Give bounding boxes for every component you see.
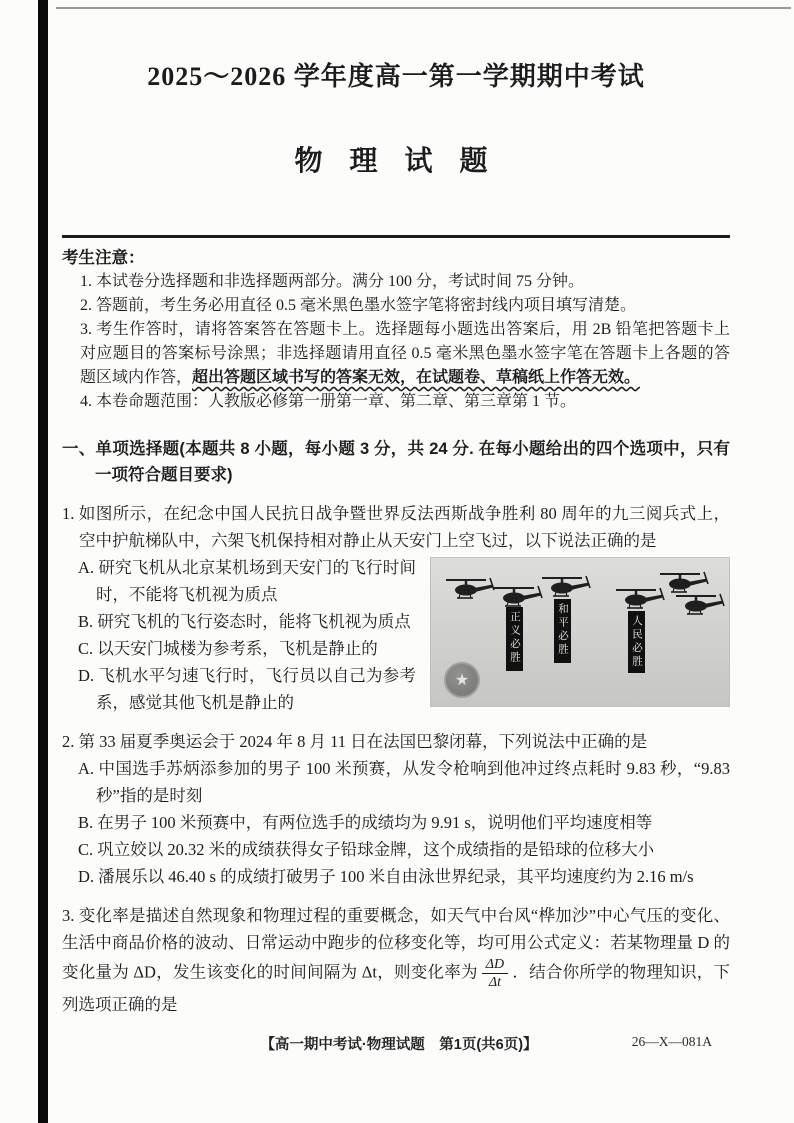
footer-page-label: 【高一期中考试·物理试题 第1页(共6页)】 — [260, 1037, 538, 1053]
photo-watermark-emblem: ★ — [444, 662, 480, 698]
question-1-photo — [430, 557, 730, 707]
question-2-option-a: A. 中国选手苏炳添参加的男子 100 米预赛，从发令枪响到他冲过终点耗时 9.83 秒，“9.83 秒”指的是时刻 — [78, 759, 730, 805]
question-3-stem — [62, 902, 730, 1018]
fraction-numerator: ΔD — [482, 956, 508, 974]
question-1-option-b: B. 研究飞机的飞行姿态时，能将飞机视为质点 — [78, 612, 411, 631]
notice-item-2: 2. 答题前，考生务必用直径 0.5 毫米黑色墨水签字笔将密封线内项目填写清楚。 — [80, 297, 637, 314]
question-2-option-d: D. 潘展乐以 46.40 s 的成绩打破男子 100 米自由泳世界纪录，其平均速度约为 2.16 m/s — [78, 867, 694, 886]
question-2-stem: 2. 第 33 届夏季奥运会于 2024 年 8 月 11 日在法国巴黎闭幕，下列说法中正确的是 — [62, 732, 648, 751]
page-footer — [62, 1033, 736, 1055]
question-1-option-d: D. 飞机水平匀速飞行时，飞行员以自己为参考系，感觉其他飞机是静止的 — [78, 666, 416, 712]
scan-edge-artifact — [38, 0, 48, 1123]
notice-section — [62, 246, 730, 414]
banner-slogan-3: 人民必胜 — [628, 611, 645, 673]
fraction-denominator: Δt — [488, 975, 501, 990]
notice-item-3-text: 3. 考生作答时，请将答案答在答题卡上。选择题每小题选出答案后，用 2B 铅笔把答题卡上对应题目的答案标号涂黑；非选择题请用直径 0.5 毫米黑色墨水签字笔在答题卡上各题的答题区域内作答， — [80, 321, 730, 386]
question-2-option-c: C. 巩立姣以 20.32 米的成绩获得女子铅球金牌，这个成绩指的是铅球的位移大小 — [78, 840, 655, 859]
exam-subject-title: 物 理 试 题 — [294, 146, 498, 177]
question-2 — [62, 728, 730, 890]
divider-rule — [62, 235, 730, 238]
notice-item-4: 4. 本卷命题范围：人教版必修第一册第一章、第二章、第三章第 1 节。 — [80, 393, 577, 410]
question-1-stem: 1. 如图所示，在纪念中国人民抗日战争暨世界反法西斯战争胜利 80 周年的九三阅兵式上，空中护航梯队中，六架飞机保持相对静止从天安门上空飞过，以下说法正确的是 — [62, 504, 730, 550]
footer-paper-code: 26—X—081A — [631, 1034, 712, 1049]
top-border-line — [56, 7, 791, 9]
question-3-stem-text-2: ．结合你所学的物理知识，下列选项正确的是 — [62, 962, 730, 1014]
notice-item-3 — [80, 318, 730, 390]
page-content — [62, 30, 730, 1018]
question-1-body — [62, 554, 730, 716]
delta-d-over-delta-t-fraction — [482, 956, 508, 991]
question-1 — [62, 500, 730, 716]
question-2-option-b: B. 在男子 100 米预赛中，有两位选手的成绩均为 9.91 s，说明他们平均速度相等 — [78, 813, 653, 832]
notice-item-3-emphasis: 超出答题区域书写的答案无效，在试题卷、草稿纸上作答无效。 — [192, 369, 641, 386]
notice-item-1: 1. 本试卷分选择题和非选择题两部分。满分 100 分，考试时间 75 分钟。 — [80, 273, 585, 290]
exam-title: 2025～2026 学年度高一第一学期期中考试 — [147, 62, 645, 91]
notice-heading: 考生注意： — [62, 249, 145, 267]
question-1-option-a: A. 研究飞机从北京某机场到天安门的飞行时间时，不能将飞机视为质点 — [78, 558, 416, 604]
banner-slogan-1: 正义必胜 — [506, 607, 523, 671]
section-1-heading: 一、单项选择题(本题共 8 小题，每小题 3 分，共 24 分. 在每小题给出的四个选项中，只有一项符合题目要求) — [62, 440, 730, 484]
question-3-stem-text-1: 3. 变化率是描述自然现象和物理过程的重要概念，如天气中台风“桦加沙”中心气压的变化、生活中商品价格的波动、日常运动中跑步的位移变化等，均可用公式定义：若某物理量 D 的变化量为 ΔD，发生该变化的时间间隔为 Δt，则变化率为 — [62, 906, 730, 982]
question-1-option-c: C. 以天安门城楼为参考系，飞机是静止的 — [78, 639, 378, 658]
banner-slogan-2: 和平必胜 — [554, 599, 571, 663]
question-3 — [62, 902, 730, 1018]
